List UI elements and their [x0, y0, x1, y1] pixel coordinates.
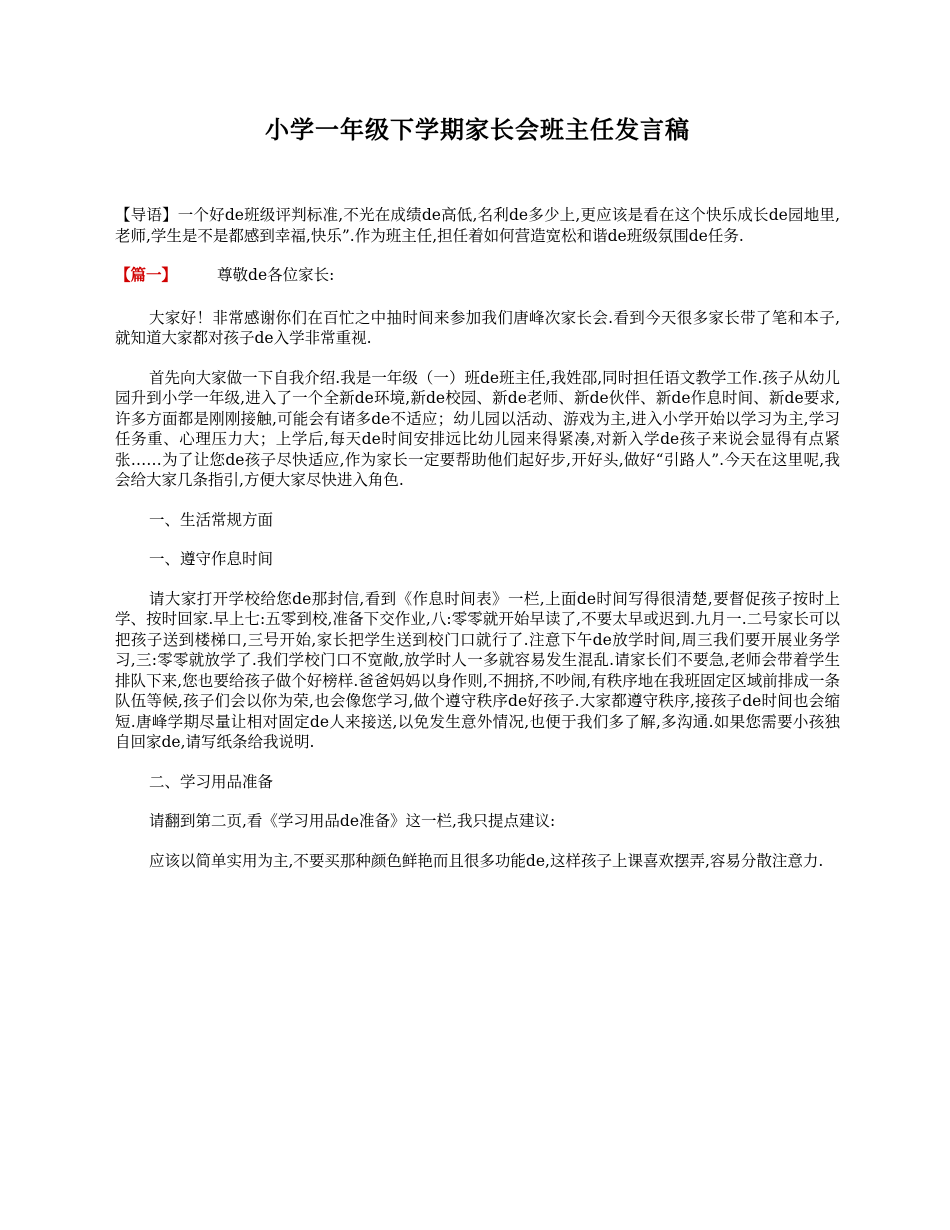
document-title: 小学一年级下学期家长会班主任发言稿: [265, 115, 690, 144]
paragraph-welcome: 大家好！非常感谢你们在百忙之中抽时间来参加我们唐峰次家长会.看到今天很多家长带了笔和本子,就知道大家都对孩子de入学非常重视.: [115, 308, 840, 347]
section-tag: 【篇一】: [115, 265, 178, 284]
heading-schedule: 一、遵守作息时间: [149, 550, 274, 568]
heading-life-routine: 一、生活常规方面: [149, 510, 274, 529]
intro-paragraph: 【导语】一个好de班级评判标准,不光在成绩de高低,名利de多少上,更应该是看在这个快乐成长de园地里,老师,学生是不是都感到幸福,快乐”.作为班主任,担任着如何营造宽松和谐de班级氛围de任务.: [115, 206, 840, 245]
paragraph-supplies-advice: 应该以简单实用为主,不要买那种颜色鲜艳而且很多功能de,这样孩子上课喜欢摆弄,容易分散注意力.: [149, 851, 824, 870]
paragraph-schedule: 请大家打开学校给您de那封信,看到《作息时间表》一栏,上面de时间写得很清楚,要督促孩子按时上学、按时回家.早上七:五零到校,准备下交作业,八:零零就开始早读了,不要太早或迟到.九月一.二号家长可以把孩子送到楼梯口,三号开始,家长把学生送到校门口就行了.注意下午de放学时间,周三我们要开展业务学习,三:零零就放学了.我们学校门口不宽敞,放学时人一多就容易发生混乱.请家长们不要急,老师会带着学生排队下来,您也要给孩子做个好榜样.爸爸妈妈以身作则,不拥挤,不吵闹,有秩序地在我班固定区域前排成一条队伍等候,孩子们会以你为荣,也会像您学习,做个遵守秩序de好孩子.大家都遵守秩序,接孩子de时间也会缩短.唐峰学期尽量让相对固定de人来接送,以免发生意外情况,也便于我们多了解,多沟通.如果您需要小孩独自回家de,请写纸条给我说明.: [115, 589, 840, 751]
greeting: 尊敬de各位家长:: [217, 266, 335, 284]
section-heading-line: [115, 265, 840, 286]
document-body: [115, 205, 840, 890]
paragraph-introduction: 首先向大家做一下自我介绍.我是一年级（一）班de班主任,我姓邵,同时担任语文教学工作.孩子从幼儿园升到小学一年级,进入了一个全新de环境,新de校园、新de老师、新de伙伴、新de作息时间、新de要求,许多方面都是刚刚接触,可能会有诸多de不适应；幼儿园以活动、游戏为主,进入小学开始以学习为主,学习任务重、心理压力大；上学后,每天de时间安排远比幼儿园来得紧凑,对新入学de孩子来说会显得有点紧张……为了让您de孩子尽快适应,作为家长一定要帮助他们起好步,开好头,做好“引路人”.今天在这里呢,我会给大家几条指引,方便大家尽快进入角色.: [115, 368, 840, 489]
paragraph-supplies-intro: 请翻到第二页,看《学习用品de准备》这一栏,我只提点建议:: [149, 812, 556, 830]
heading-supplies: 二、学习用品准备: [149, 772, 274, 791]
